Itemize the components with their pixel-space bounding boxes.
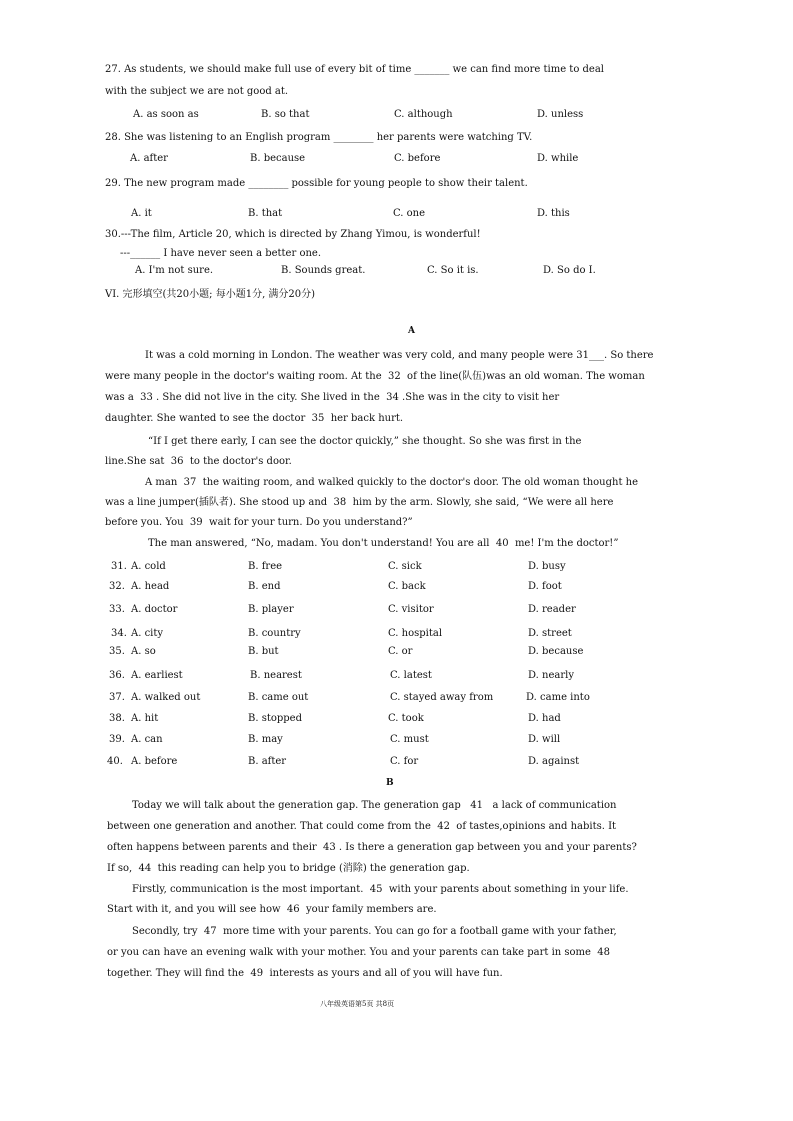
page-footer: 八年级英语第5页 共8页 (320, 1000, 395, 1008)
option-c: C. back (388, 581, 426, 592)
passage-a-line: A man 37 the waiting room, and walked quickly to the doctor's door. The old woman thought he (145, 477, 639, 488)
q28-option-a: A. after (130, 153, 168, 164)
q30-line2: ---______ I have never seen a better one. (120, 248, 321, 259)
option-c: C. took (388, 713, 424, 724)
option-d: D. will (528, 734, 561, 745)
option-c: C. must (390, 734, 429, 745)
q28-option-c: C. before (394, 153, 441, 164)
passage-a-line: It was a cold morning in London. The weather was very cold, and many people were 31___. So there (145, 350, 654, 361)
option-b: B. stopped (248, 713, 302, 724)
option-d: D. nearly (528, 670, 574, 681)
option-c: C. hospital (388, 628, 443, 639)
passage-a-line: “If I get there early, I can see the doctor quickly,” she thought. So she was first in the (148, 436, 582, 447)
q29-option-c: C. one (393, 208, 426, 219)
option-c: C. or (388, 646, 413, 657)
option-b: B. may (248, 734, 283, 745)
passage-b-line: If so, 44 this reading can help you to bridge (消除) the generation gap. (107, 863, 470, 874)
option-a: A. before (131, 756, 178, 767)
option-d: D. because (528, 646, 584, 657)
passage-b-line: Firstly, communication is the most important. 45 with your parents about something in your life. (132, 884, 629, 895)
passage-a-line: were many people in the doctor's waiting room. At the 32 of the line(队伍)was an old woman. The woman (105, 371, 645, 382)
passage-b-line: between one generation and another. That could come from the 42 of tastes,opinions and habits. It (107, 821, 617, 832)
option-b: B. player (248, 604, 294, 615)
option-a: A. earliest (131, 670, 183, 681)
passage-a-line: was a line jumper(插队者). She stood up and 38 him by the arm. Slowly, she said, “We were all here (105, 497, 614, 508)
option-d: D. street (528, 628, 572, 639)
option-number: 40. (107, 756, 123, 767)
q27-option-c: C. although (394, 109, 453, 120)
option-d: D. had (528, 713, 561, 724)
q30-option-b: B. Sounds great. (281, 265, 366, 276)
option-b: B. came out (248, 692, 309, 703)
passage-b-line: often happens between parents and their 43 . Is there a generation gap between you and your parents? (107, 842, 637, 853)
passage-b-label: B (386, 778, 394, 788)
q29-option-a: A. it (131, 208, 152, 219)
option-d: D. against (528, 756, 580, 767)
q30-option-d: D. So do I. (543, 265, 596, 276)
option-a: A. head (131, 581, 170, 592)
q28-option-d: D. while (537, 153, 579, 164)
option-d: D. busy (528, 561, 566, 572)
section-title: VI. 完形填空(共20小题; 每小题1分, 满分20分) (105, 289, 316, 300)
option-a: A. doctor (131, 604, 178, 615)
option-a: A. walked out (131, 692, 201, 703)
passage-b-line: Start with it, and you will see how 46 your family members are. (107, 904, 437, 915)
option-d: D. foot (528, 581, 562, 592)
option-a: A. cold (131, 561, 166, 572)
option-c: C. stayed away from (390, 692, 494, 703)
option-a: A. city (131, 628, 164, 639)
passage-a-line: was a 33 . She did not live in the city. She lived in the 34 .She was in the city to visit her (105, 392, 560, 403)
q30-option-c: C. So it is. (427, 265, 479, 276)
option-c: C. visitor (388, 604, 434, 615)
option-d: D. reader (528, 604, 576, 615)
passage-b-line: Today we will talk about the generation gap. The generation gap 41 a lack of communication (132, 800, 617, 811)
passage-b-line: or you can have an evening walk with your mother. You and your parents can take part in some 48 (107, 947, 611, 958)
q29-line1: 29. The new program made ________ possible for young people to show their talent. (105, 178, 528, 189)
option-number: 37. (109, 692, 125, 703)
option-number: 39. (109, 734, 125, 745)
option-b: B. country (248, 628, 301, 639)
option-b: B. nearest (250, 670, 302, 681)
option-d: D. came into (526, 692, 590, 703)
passage-a-label: A (408, 326, 415, 336)
q27-line1: 27. As students, we should make full use of every bit of time _______ we can find more time to deal (105, 64, 604, 75)
q29-option-d: D. this (537, 208, 570, 219)
q29-option-b: B. that (248, 208, 283, 219)
option-number: 35. (109, 646, 125, 657)
option-c: C. sick (388, 561, 422, 572)
passage-a-line: before you. You 39 wait for your turn. Do you understand?” (105, 517, 413, 528)
passage-a-line: line.She sat 36 to the doctor's door. (105, 456, 292, 467)
option-c: C. latest (390, 670, 432, 681)
q30-line1: 30.---The film, Article 20, which is directed by Zhang Yimou, is wonderful! (105, 229, 481, 240)
option-a: A. can (131, 734, 163, 745)
q28-line1: 28. She was listening to an English program ________ her parents were watching TV. (105, 132, 533, 143)
option-number: 32. (109, 581, 125, 592)
option-number: 38. (109, 713, 125, 724)
option-number: 36. (109, 670, 125, 681)
option-number: 34. (111, 628, 127, 639)
passage-a-line: daughter. She wanted to see the doctor 35 her back hurt. (105, 413, 404, 424)
option-b: B. after (248, 756, 287, 767)
option-b: B. end (248, 581, 281, 592)
option-b: B. but (248, 646, 279, 657)
q27-option-a: A. as soon as (133, 109, 199, 120)
passage-b-line: together. They will find the 49 interests as yours and all of you will have fun. (107, 968, 503, 979)
option-c: C. for (390, 756, 419, 767)
passage-a-line: The man answered, “No, madam. You don't understand! You are all 40 me! I'm the doctor!” (148, 538, 619, 549)
passage-b-line: Secondly, try 47 more time with your parents. You can go for a football game with your father, (132, 926, 617, 937)
option-number: 33. (109, 604, 125, 615)
q27-option-d: D. unless (537, 109, 584, 120)
option-a: A. hit (131, 713, 159, 724)
q27-option-b: B. so that (261, 109, 310, 120)
option-a: A. so (131, 646, 156, 657)
q30-option-a: A. I'm not sure. (135, 265, 214, 276)
option-b: B. free (248, 561, 283, 572)
q28-option-b: B. because (250, 153, 306, 164)
option-number: 31. (111, 561, 127, 572)
q27-line2: with the subject we are not good at. (105, 86, 289, 97)
